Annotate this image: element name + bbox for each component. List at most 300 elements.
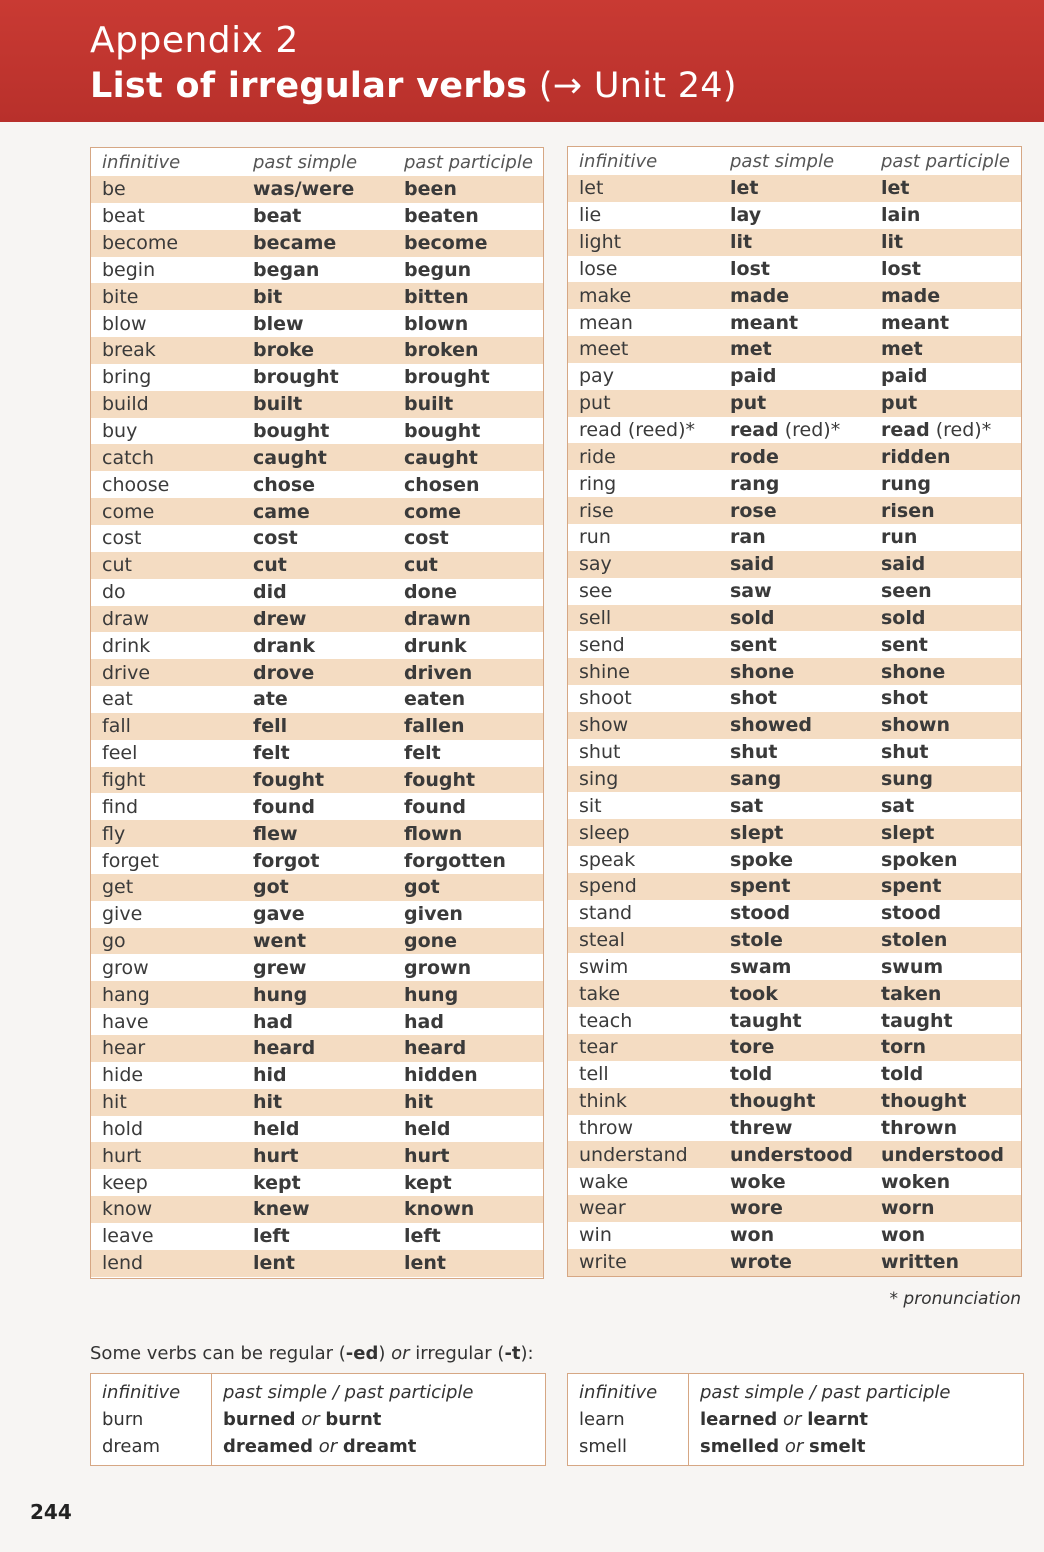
table-row <box>568 1222 1021 1249</box>
cell-infinitive: steal <box>579 929 625 952</box>
table-row <box>91 793 543 820</box>
cell-infinitive: bite <box>102 285 139 308</box>
cell-past-simple: drove <box>253 661 315 684</box>
table-row <box>568 873 1021 900</box>
cell-past-simple: built <box>253 393 303 416</box>
cell-past-participle: taught <box>881 1009 953 1032</box>
table-row <box>568 578 1021 605</box>
cell-past-participle: been <box>404 178 457 201</box>
cell-infinitive: rise <box>579 499 614 522</box>
table-row <box>568 685 1021 712</box>
table-row <box>91 310 543 337</box>
cell-infinitive: read (reed)* <box>579 419 695 442</box>
cell-infinitive: see <box>579 580 613 603</box>
cell-past-participle: left <box>404 1225 441 1248</box>
cell-infinitive: fall <box>102 715 131 738</box>
cell-past-participle: shot <box>881 687 928 710</box>
table-row <box>91 1196 543 1223</box>
cell-past-simple: rode <box>730 445 779 468</box>
cell-past-participle: torn <box>881 1036 927 1059</box>
cell-infinitive: shine <box>579 660 630 683</box>
cell-past-simple: met <box>730 338 772 361</box>
cell-infinitive: drink <box>102 634 151 657</box>
cell-past-simple: showed <box>730 714 812 737</box>
cell-past-participle: sung <box>881 767 933 790</box>
cell-past-participle: rung <box>881 472 932 495</box>
header-forms: past simple / past participle <box>223 1382 474 1403</box>
cell-past-simple: caught <box>253 446 327 469</box>
cell-infinitive: buy <box>102 420 138 443</box>
cell-past-simple: won <box>730 1224 775 1247</box>
cell-past-participle: woken <box>881 1170 951 1193</box>
cell-past-simple: was/were <box>253 178 355 201</box>
cell-past-participle: run <box>881 526 918 549</box>
cell-past-participle: spoken <box>881 848 958 871</box>
cell-past-participle: won <box>881 1224 926 1247</box>
cell-past-simple: came <box>253 500 310 523</box>
regular-form: burned <box>223 1409 296 1430</box>
cell-past-participle: driven <box>404 661 473 684</box>
table-row <box>91 847 543 874</box>
table-row <box>91 632 543 659</box>
cell-infinitive: begin <box>102 258 156 281</box>
table-row <box>91 471 543 498</box>
cell-past-participle: understood <box>881 1143 1005 1166</box>
table-row <box>91 525 543 552</box>
table-row <box>568 497 1021 524</box>
table-row <box>568 1034 1021 1061</box>
regular-irregular-table-right <box>567 1373 1024 1466</box>
table-row <box>568 927 1021 954</box>
cell-past-simple: shot <box>730 687 777 710</box>
cell-past-simple: found <box>253 795 315 818</box>
cell-infinitive: sell <box>579 606 612 629</box>
cell-infinitive: throw <box>579 1116 634 1139</box>
pronunciation-note: (red)* <box>778 419 841 442</box>
cell-infinitive: build <box>102 393 149 416</box>
cell-past-simple: made <box>730 284 790 307</box>
cell-past-participle: come <box>404 500 461 523</box>
cell-infinitive: dream <box>102 1436 161 1457</box>
cell-past-participle: blown <box>404 312 469 335</box>
or-word: or <box>318 1436 338 1457</box>
cell-past-simple: lit <box>730 231 753 254</box>
table-row <box>568 363 1021 390</box>
table-row <box>91 1250 543 1277</box>
cell-past-participle: bitten <box>404 285 469 308</box>
table-row <box>91 901 543 928</box>
or-word: or <box>783 1409 802 1430</box>
header-past-simple: past simple <box>253 151 358 173</box>
table-row <box>568 390 1021 417</box>
cell-past-simple: cost <box>253 527 298 550</box>
or-word: or <box>784 1436 804 1457</box>
cell-past-participle: found <box>404 795 466 818</box>
cell-past-participle: flown <box>404 822 463 845</box>
cell-infinitive: spend <box>579 875 637 898</box>
irregular-form: learnt <box>807 1409 869 1430</box>
cell-infinitive: lose <box>579 257 618 280</box>
table-row <box>568 846 1021 873</box>
table-row <box>91 1223 543 1250</box>
cell-past-participle: stood <box>881 902 942 925</box>
cell-infinitive: teach <box>579 1009 633 1032</box>
cell-past-participle: drawn <box>404 607 471 630</box>
table-row <box>91 579 543 606</box>
table-row <box>91 1116 543 1143</box>
cell-infinitive: blow <box>102 312 147 335</box>
cell-infinitive: swim <box>579 955 629 978</box>
intro-part: ): <box>520 1343 534 1364</box>
table-row <box>568 766 1021 793</box>
cell-past-simple: read (red)* <box>730 419 841 442</box>
cell-past-participle: done <box>404 581 458 604</box>
regular-form: smelled <box>700 1436 780 1457</box>
table-header-row <box>91 148 543 176</box>
cell-past-participle: said <box>881 553 926 576</box>
title-bold: List of irregular verbs <box>90 66 528 106</box>
cell-past-participle: beaten <box>404 205 479 228</box>
table-row <box>568 1061 1021 1088</box>
cell-infinitive: understand <box>579 1143 688 1166</box>
table-row <box>91 606 543 633</box>
table-row <box>568 309 1021 336</box>
cell-past-simple: shone <box>730 660 795 683</box>
column-infinitive <box>568 1374 689 1465</box>
cell-past-participle: heard <box>404 1037 467 1060</box>
cell-past-participle: cut <box>404 554 438 577</box>
cell-infinitive: do <box>102 581 126 604</box>
cell-past-simple: threw <box>730 1116 793 1139</box>
cell-past-participle: fought <box>404 768 476 791</box>
cell-past-simple: bought <box>253 420 330 443</box>
cell-infinitive: put <box>579 392 611 415</box>
cell-past-participle: had <box>404 1010 444 1033</box>
header-past-participle: past participle <box>404 151 533 173</box>
page-number: 244 <box>30 1500 72 1524</box>
cell-past-participle: spent <box>881 875 942 898</box>
cell-past-participle: paid <box>881 365 928 388</box>
cell-past-participle: sat <box>881 794 915 817</box>
cell-past-participle: bought <box>404 420 481 443</box>
irregular-form: burnt <box>325 1409 382 1430</box>
table-row <box>568 1195 1021 1222</box>
table-row <box>91 767 543 794</box>
pronunciation-note: (red)* <box>929 419 992 442</box>
table-row <box>91 176 543 203</box>
cell-infinitive: get <box>102 876 134 899</box>
cell-infinitive: tear <box>579 1036 618 1059</box>
cell-infinitive: grow <box>102 956 149 979</box>
cell-infinitive: ride <box>579 445 616 468</box>
cell-past-participle: slept <box>881 821 935 844</box>
table-row <box>91 418 543 445</box>
regular-form: dreamed <box>223 1436 313 1457</box>
cell-past-participle: known <box>404 1198 475 1221</box>
cell-infinitive: cost <box>102 527 142 550</box>
cell-past-participle: eaten <box>404 688 466 711</box>
table-row <box>91 1008 543 1035</box>
cell-past-participle: risen <box>881 499 935 522</box>
table-row <box>568 175 1021 202</box>
cell-infinitive: stand <box>579 902 633 925</box>
cell-past-simple: ate <box>253 688 288 711</box>
cell-past-participle: put <box>881 392 918 415</box>
cell-infinitive: leave <box>102 1225 154 1248</box>
table-row <box>91 874 543 901</box>
cell-past-simple: meant <box>730 311 799 334</box>
intro-ed: -ed <box>345 1343 379 1364</box>
regular-irregular-table-left <box>90 1373 546 1466</box>
cell-infinitive: ring <box>579 472 617 495</box>
cell-past-participle: shut <box>881 741 929 764</box>
cell-past-simple: kept <box>253 1171 301 1194</box>
cell-past-simple: lent <box>253 1252 296 1275</box>
cell-past-simple: slept <box>730 821 784 844</box>
intro-t: -t <box>504 1343 521 1364</box>
cell-past-simple: put <box>730 392 767 415</box>
table-row <box>568 819 1021 846</box>
cell-infinitive: send <box>579 633 625 656</box>
cell-past-simple: rose <box>730 499 777 522</box>
column-infinitive <box>91 1374 212 1465</box>
table-row <box>568 470 1021 497</box>
cell-infinitive: fight <box>102 768 146 791</box>
cell-infinitive: go <box>102 930 126 953</box>
cell-infinitive: hear <box>102 1037 146 1060</box>
cell-past-simple: chose <box>253 473 316 496</box>
table-row <box>91 1169 543 1196</box>
cell-forms <box>212 1433 545 1460</box>
table-row <box>568 256 1021 283</box>
cell-past-participle: lost <box>881 257 921 280</box>
table-row <box>91 391 543 418</box>
cell-past-participle: ridden <box>881 445 951 468</box>
cell-past-participle: given <box>404 903 463 926</box>
table-row <box>568 229 1021 256</box>
cell-past-participle: chosen <box>404 473 480 496</box>
cell-infinitive: hit <box>102 1091 127 1114</box>
cell-past-simple: let <box>730 177 759 200</box>
cell-past-simple: hit <box>253 1091 283 1114</box>
cell-past-simple: lay <box>730 204 762 227</box>
intro-part: irregular ( <box>409 1343 505 1364</box>
cell-past-simple: paid <box>730 365 777 388</box>
cell-infinitive: come <box>102 500 155 523</box>
cell-past-simple: brought <box>253 366 339 389</box>
cell-past-simple: drank <box>253 634 315 657</box>
cell-past-simple: woke <box>730 1170 786 1193</box>
cell-past-simple: spoke <box>730 848 793 871</box>
cell-infinitive: lend <box>102 1252 144 1275</box>
table-row <box>91 954 543 981</box>
cell-past-simple: stood <box>730 902 791 925</box>
cell-infinitive: shut <box>579 741 621 764</box>
cell-past-simple: heard <box>253 1037 316 1060</box>
cell-infinitive: break <box>102 339 156 362</box>
cell-infinitive: feel <box>102 742 138 765</box>
table-row <box>91 257 543 284</box>
cell-past-simple: drew <box>253 607 307 630</box>
cell-past-simple: sang <box>730 767 782 790</box>
cell-infinitive: burn <box>102 1409 144 1430</box>
cell-past-participle: cost <box>404 527 449 550</box>
table-row <box>568 1088 1021 1115</box>
cell-past-participle: met <box>881 338 923 361</box>
cell-past-simple: saw <box>730 580 772 603</box>
cell-past-participle: broken <box>404 339 479 362</box>
cell-past-simple: fought <box>253 768 325 791</box>
header-past-participle: past participle <box>881 150 1010 172</box>
cell-past-participle: shown <box>881 714 950 737</box>
header-past-simple: past simple <box>730 150 835 172</box>
cell-infinitive: bring <box>102 366 152 389</box>
cell-past-simple: went <box>253 930 307 953</box>
cell-past-participle: hurt <box>404 1144 450 1167</box>
table-row <box>91 928 543 955</box>
table-row <box>568 417 1021 444</box>
cell-past-participle: made <box>881 284 941 307</box>
cell-infinitive: light <box>579 231 622 254</box>
cell-forms <box>689 1406 1023 1433</box>
cell-past-participle: grown <box>404 956 472 979</box>
table-row <box>91 1062 543 1089</box>
cell-infinitive: give <box>102 903 143 926</box>
table-row <box>91 498 543 525</box>
cell-past-simple: tore <box>730 1036 775 1059</box>
cell-past-participle: lit <box>881 231 904 254</box>
intro-part: Some verbs can be regular ( <box>90 1343 346 1364</box>
cell-past-simple: wore <box>730 1197 783 1220</box>
cell-past-participle: read (red)* <box>881 419 992 442</box>
cell-past-simple: hung <box>253 983 308 1006</box>
cell-past-simple: swam <box>730 955 792 978</box>
cell-past-participle: thought <box>881 1090 967 1113</box>
table-row <box>91 337 543 364</box>
header-infinitive: infinitive <box>579 1382 658 1403</box>
table-row <box>568 1249 1021 1276</box>
table-row <box>568 605 1021 632</box>
cell-past-simple: ran <box>730 526 766 549</box>
table-row <box>568 658 1021 685</box>
header-infinitive: infinitive <box>102 151 181 173</box>
cell-infinitive: sleep <box>579 821 630 844</box>
cell-infinitive: hang <box>102 983 150 1006</box>
column-forms <box>689 1374 1023 1465</box>
cell-past-simple: began <box>253 258 320 281</box>
cell-infinitive: drive <box>102 661 151 684</box>
title-ref: (→ Unit 24) <box>538 66 737 106</box>
cell-past-simple: left <box>253 1225 290 1248</box>
cell-past-simple: said <box>730 553 775 576</box>
cell-past-simple: lost <box>730 257 770 280</box>
table-row <box>91 820 543 847</box>
table-row <box>568 980 1021 1007</box>
cell-past-participle: seen <box>881 580 932 603</box>
cell-past-participle: drunk <box>404 634 467 657</box>
cell-past-simple: beat <box>253 205 302 228</box>
cell-infinitive: become <box>102 232 179 255</box>
cell-infinitive: run <box>579 526 611 549</box>
cell-past-participle: swum <box>881 955 944 978</box>
cell-past-simple: thought <box>730 1090 816 1113</box>
irregular-form: smelt <box>809 1436 866 1457</box>
right-verb-table <box>567 146 1022 1277</box>
intro-text <box>90 1343 534 1364</box>
cell-past-participle: held <box>404 1117 451 1140</box>
cell-past-participle: hit <box>404 1091 434 1114</box>
table-row <box>568 443 1021 470</box>
cell-past-participle: become <box>404 232 488 255</box>
cell-infinitive: learn <box>579 1409 625 1430</box>
cell-past-participle: shone <box>881 660 946 683</box>
cell-past-participle: forgotten <box>404 849 506 872</box>
cell-past-simple: gave <box>253 903 305 926</box>
cell-past-simple: got <box>253 876 289 899</box>
cell-past-participle: fallen <box>404 715 465 738</box>
cell-past-participle: written <box>881 1251 960 1274</box>
table-row <box>568 1115 1021 1142</box>
header-forms: past simple / past participle <box>700 1382 951 1403</box>
table-row <box>568 551 1021 578</box>
cell-past-participle: kept <box>404 1171 452 1194</box>
table-row <box>568 631 1021 658</box>
table-row <box>91 981 543 1008</box>
cell-past-simple: blew <box>253 312 304 335</box>
cell-infinitive: meet <box>579 338 629 361</box>
cell-past-simple: bit <box>253 285 283 308</box>
cell-past-simple: did <box>253 581 287 604</box>
header-infinitive: infinitive <box>102 1382 181 1403</box>
cell-past-simple: flew <box>253 822 298 845</box>
cell-past-simple: shut <box>730 741 778 764</box>
cell-past-participle: hidden <box>404 1064 478 1087</box>
cell-infinitive: beat <box>102 205 145 228</box>
cell-past-participle: thrown <box>881 1116 958 1139</box>
table-row <box>568 1168 1021 1195</box>
cell-past-participle: sent <box>881 633 928 656</box>
table-row <box>568 282 1021 309</box>
cell-past-simple: stole <box>730 929 783 952</box>
cell-past-simple: sat <box>730 794 764 817</box>
cell-infinitive: hold <box>102 1117 144 1140</box>
table-header-row <box>568 147 1021 175</box>
cell-past-simple: held <box>253 1117 300 1140</box>
page-title <box>90 66 737 106</box>
cell-infinitive: make <box>579 284 632 307</box>
table-row <box>568 712 1021 739</box>
cell-infinitive: hurt <box>102 1144 142 1167</box>
table-row <box>91 552 543 579</box>
cell-past-simple: fell <box>253 715 288 738</box>
cell-infinitive: wear <box>579 1197 626 1220</box>
cell-past-simple: hid <box>253 1064 287 1087</box>
or-word: or <box>301 1409 320 1430</box>
cell-infinitive: hide <box>102 1064 144 1087</box>
table-row <box>568 1007 1021 1034</box>
table-row <box>91 230 543 257</box>
cell-past-participle: lent <box>404 1252 447 1275</box>
cell-infinitive: know <box>102 1198 153 1221</box>
cell-infinitive: be <box>102 178 126 201</box>
cell-past-simple: forgot <box>253 849 320 872</box>
table-row <box>91 283 543 310</box>
cell-past-participle: brought <box>404 366 490 389</box>
cell-past-participle: worn <box>881 1197 935 1220</box>
cell-infinitive: think <box>579 1090 627 1113</box>
cell-past-simple: taught <box>730 1009 802 1032</box>
cell-forms <box>212 1406 545 1433</box>
